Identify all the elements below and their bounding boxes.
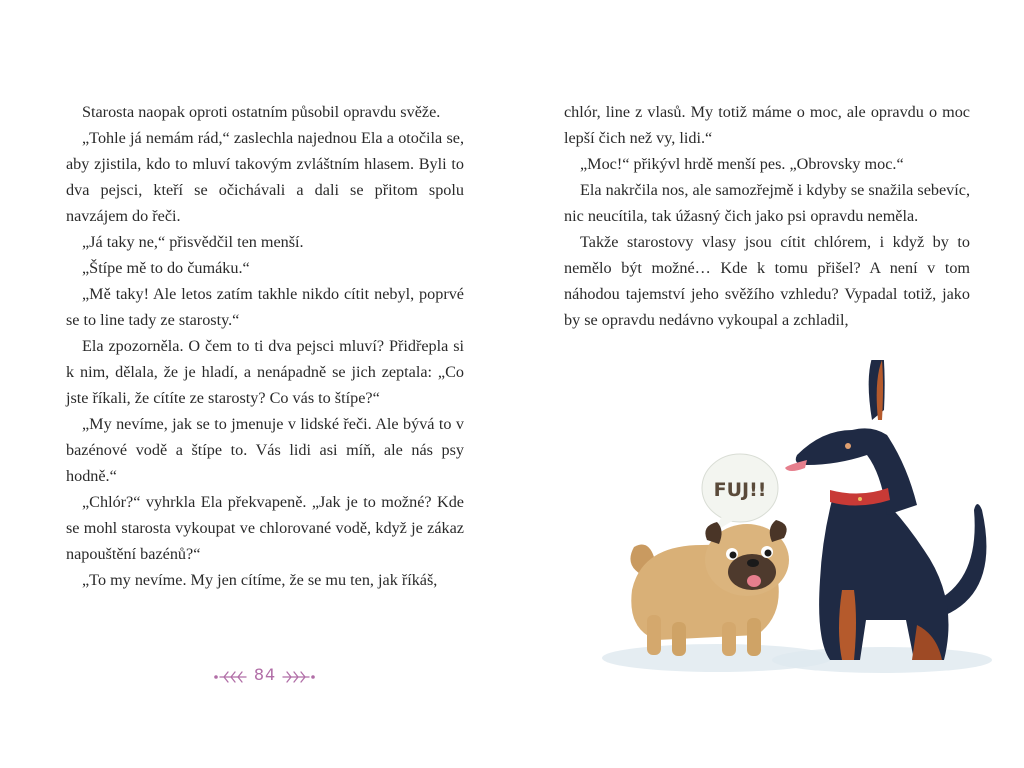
paragraph: „Moc!“ přikývl hrdě menší pes. „Obrovsky moc.“	[580, 155, 904, 173]
dobermann-dog	[785, 360, 986, 660]
paragraph: „Mě taky! Ale letos zatím takhle nikdo cítit nebyl, poprvé se to line tady ze starosty.“	[66, 285, 464, 329]
dogs-illustration	[602, 360, 1022, 690]
paragraph: Ela zpozorněla. O čem to ti dva pejsci mluví? Přidřepla si k nim, dělala, že je hladí, a nenápadně se jich zeptala: „Co jste říkali, že cítíte ze starosty? Co vás to štípe?“	[66, 337, 464, 407]
paragraph: chlór, line z vlasů. My totiž máme o moc, ale opravdu o moc lepší čich než vy, lidi.“	[564, 103, 970, 147]
paragraph: Ela nakrčila nos, ale samozřejmě i kdyby se snažila sebevíc, nic neucítila, tak úžasný čich jako psi opravdu neměla.	[564, 181, 970, 225]
right-page-text	[564, 99, 970, 333]
paragraph: „Tohle já nemám rád,“ zaslechla najednou Ela a otočila se, aby zjistila, kdo to mluví takovým zvláštním hlasem. Byli to dva pejsci, kteří se očichávali a dali se přitom spolu navzájem do řeči.	[66, 129, 464, 225]
speech-bubble-text: FUJ!!	[713, 479, 767, 501]
paragraph: „Štípe mě to do čumáku.“	[82, 259, 250, 277]
left-page-text	[66, 99, 464, 593]
paragraph: „Chlór?“ vyhrkla Ela překvapeně. „Jak je to možné? Kde se mohl starosta vykoupat ve chlorované vodě, když je zákaz napouštění bazénů?“	[66, 493, 464, 563]
paragraph: „Já taky ne,“ přisvědčil ten menší.	[82, 233, 304, 251]
page-number: 84	[253, 665, 277, 684]
paragraph: „My nevíme, jak se to jmenuje v lidské řeči. Ale bývá to v bazénové vodě a štípe to. Vás lidi asi míň, ale nás psy hodně.“	[66, 415, 464, 485]
paragraph: Starosta naopak oproti ostatním působil opravdu svěže.	[82, 103, 441, 121]
page-folio	[212, 666, 317, 688]
speech-bubble	[702, 454, 778, 532]
paragraph: „To my nevíme. My jen cítíme, že se mu ten, jak říkáš,	[82, 571, 438, 589]
right-page	[512, 0, 1024, 768]
right-ornament-icon	[212, 666, 317, 688]
paragraph: Takže starostovy vlasy jsou cítit chlórem, i když by to nemělo být možné… Kde k tomu přišel? A není v tom náhodou tajemství jeho svěžího vzhledu? Vypadal totiž, jako by se opravdu nedávno vykoupal a zchladil,	[564, 233, 970, 329]
pug-dog	[630, 520, 789, 656]
